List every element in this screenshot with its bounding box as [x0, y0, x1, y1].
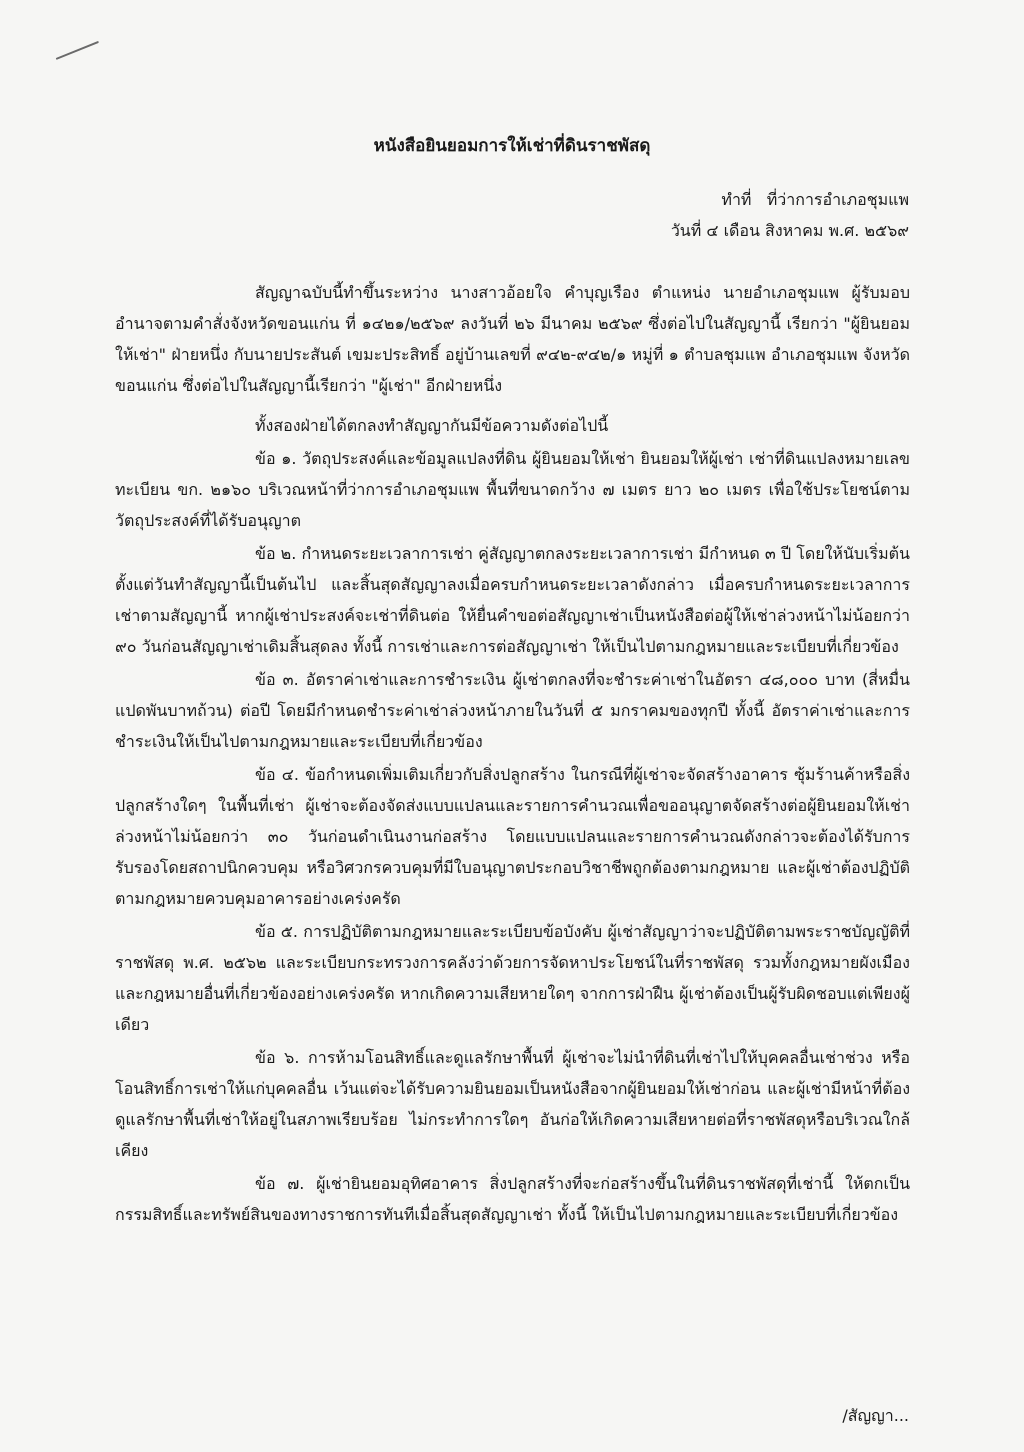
intro-paragraph: สัญญาฉบับนี้ทำขึ้นระหว่าง นางสาวอ้อยใจ คำบุญเรือง ตำแหน่ง นายอำเภอชุมแพ ผู้รับมอบอำนาจตามคำสั่งจังหวัดขอนแก่น ที่ ๑๔๒๑/๒๕๖๙ ลงวันที่ ๒๖ มีนาคม ๒๕๖๙ ซึ่งต่อไปในสัญญานี้ เรียกว่า "ผู้ยินยอมให้เช่า" ฝ่ายหนึ่ง กับนายประสันต์ เขมะประสิทธิ์ อยู่บ้านเลขที่ ๙๔๒-๙๔๒/๑ หมู่ที่ ๑ ตำบลชุมแพ อำเภอชุมแพ จังหวัดขอนแก่น ซึ่งต่อไปในสัญญานี้เรียกว่า "ผู้เช่า" อีกฝ่ายหนึ่ง [115, 283, 910, 395]
place-line [721, 188, 909, 213]
clause-2: ข้อ ๒. กำหนดระยะเวลาการเช่า คู่สัญญาตกลงระยะเวลาการเช่า มีกำหนด ๓ ปี โดยให้นับเริ่มต้นตั้งแต่วันทำสัญญานี้เป็นต้นไป และสิ้นสุดสัญญาลงเมื่อครบกำหนดระยะเวลาดังกล่าว เมื่อครบกำหนดระยะเวลาการเช่าตามสัญญานี้ หากผู้เช่าประสงค์จะเช่าที่ดินต่อ ให้ยื่นคำขอต่อสัญญาเช่าเป็นหนังสือต่อผู้ให้เช่าล่วงหน้าไม่น้อยกว่า ๙๐ วันก่อนสัญญาเช่าเดิมสิ้นสุดลง ทั้งนี้ การเช่าและการต่อสัญญาเช่า ให้เป็นไปตามกฎหมายและระเบียบที่เกี่ยวข้อง [115, 544, 910, 656]
clause-3: ข้อ ๓. อัตราค่าเช่าและการชำระเงิน ผู้เช่าตกลงที่จะชำระค่าเช่าในอัตรา ๔๘,๐๐๐ บาท (สี่หมื่นแปดพันบาทถ้วน) ต่อปี โดยมีกำหนดชำระค่าเช่าล่วงหน้าภายในวันที่ ๕ มกราคมของทุกปี ทั้งนี้ อัตราค่าเช่าและการชำระเงินให้เป็นไปตามกฎหมายและระเบียบที่เกี่ยวข้อง [115, 670, 910, 751]
clause-6: ข้อ ๖. การห้ามโอนสิทธิ์และดูแลรักษาพื้นที่ ผู้เช่าจะไม่นำที่ดินที่เช่าไปให้บุคคลอื่นเช่าช่วง หรือโอนสิทธิ์การเช่าให้แก่บุคคลอื่น เว้นแต่จะได้รับความยินยอมเป็นหนังสือจากผู้ยินยอมให้เช่าก่อน และผู้เช่ามีหน้าที่ต้องดูแลรักษาพื้นที่เช่าให้อยู่ในสภาพเรียบร้อย ไม่กระทำการใดๆ อันก่อให้เกิดความเสียหายต่อที่ราชพัสดุหรือบริเวณใกล้เคียง [115, 1048, 910, 1160]
clause-4: ข้อ ๔. ข้อกำหนดเพิ่มเติมเกี่ยวกับสิ่งปลูกสร้าง ในกรณีที่ผู้เช่าจะจัดสร้างอาคาร ซุ้มร้านค้าหรือสิ่งปลูกสร้างใดๆ ในพื้นที่เช่า ผู้เช่าจะต้องจัดส่งแบบแปลนและรายการคำนวณเพื่อขออนุญาตจัดสร้างต่อผู้ยินยอมให้เช่า ล่วงหน้าไม่น้อยกว่า ๓๐ วันก่อนดำเนินงานก่อสร้าง โดยแบบแปลนและรายการคำนวณดังกล่าวจะต้องได้รับการรับรองโดยสถาปนิกควบคุม หรือวิศวกรควบคุมที่มีใบอนุญาตประกอบวิชาชีพถูกต้องตามกฎหมาย และผู้เช่าต้องปฏิบัติตามกฎหมายควบคุมอาคารอย่างเคร่งครัด [115, 765, 910, 908]
clause-1: ข้อ ๑. วัตถุประสงค์และข้อมูลแปลงที่ดิน ผู้ยินยอมให้เช่า ยินยอมให้ผู้เช่า เช่าที่ดินแปลงหมายเลขทะเบียน ขก. ๒๑๖๐ บริเวณหน้าที่ว่าการอำเภอชุมแพ พื้นที่ขนาดกว้าง ๗ เมตร ยาว ๒๐ เมตร เพื่อใช้ประโยชน์ตามวัตถุประสงค์ที่ได้รับอนุญาต [115, 449, 910, 530]
document-title: หนังสือยินยอมการให้เช่าที่ดินราชพัสดุ [373, 136, 651, 156]
document-body [115, 277, 910, 1230]
clause-7: ข้อ ๗. ผู้เช่ายินยอมอุทิศอาคาร สิ่งปลูกสร้างที่จะก่อสร้างขึ้นในที่ดินราชพัสดุที่เช่านี้ ให้ตกเป็นกรรมสิทธิ์และทรัพย์สินของทางราชการทันทีเมื่อสิ้นสุดสัญญาเช่า ทั้งนี้ ให้เป็นไปตามกฎหมายและระเบียบที่เกี่ยวข้อง [115, 1174, 910, 1224]
continued-marker: /สัญญา... [842, 1406, 909, 1425]
pen-mark [56, 41, 99, 60]
clause-5: ข้อ ๕. การปฏิบัติตามกฎหมายและระเบียบข้อบังคับ ผู้เช่าสัญญาว่าจะปฏิบัติตามพระราชบัญญัติที่ราชพัสดุ พ.ศ. ๒๕๖๒ และระเบียบกระทรวงการคลังว่าด้วยการจัดหาประโยชน์ในที่ราชพัสดุ รวมทั้งกฎหมายผังเมือง และกฎหมายอื่นที่เกี่ยวข้องอย่างเคร่งครัด หากเกิดความเสียหายใดๆ จากการฝ่าฝืน ผู้เช่าต้องเป็นผู้รับผิดชอบแต่เพียงผู้เดียว [115, 922, 910, 1034]
place-value: ที่ว่าการอำเภอชุมแพ [766, 190, 909, 209]
date-line: วันที่ ๔ เดือน สิงหาคม พ.ศ. ๒๕๖๙ [670, 221, 909, 240]
agreement-paragraph: ทั้งสองฝ่ายได้ตกลงทำสัญญากันมีข้อความดังต่อไปนี้ [255, 416, 609, 435]
place-label: ทำที่ [721, 190, 752, 209]
